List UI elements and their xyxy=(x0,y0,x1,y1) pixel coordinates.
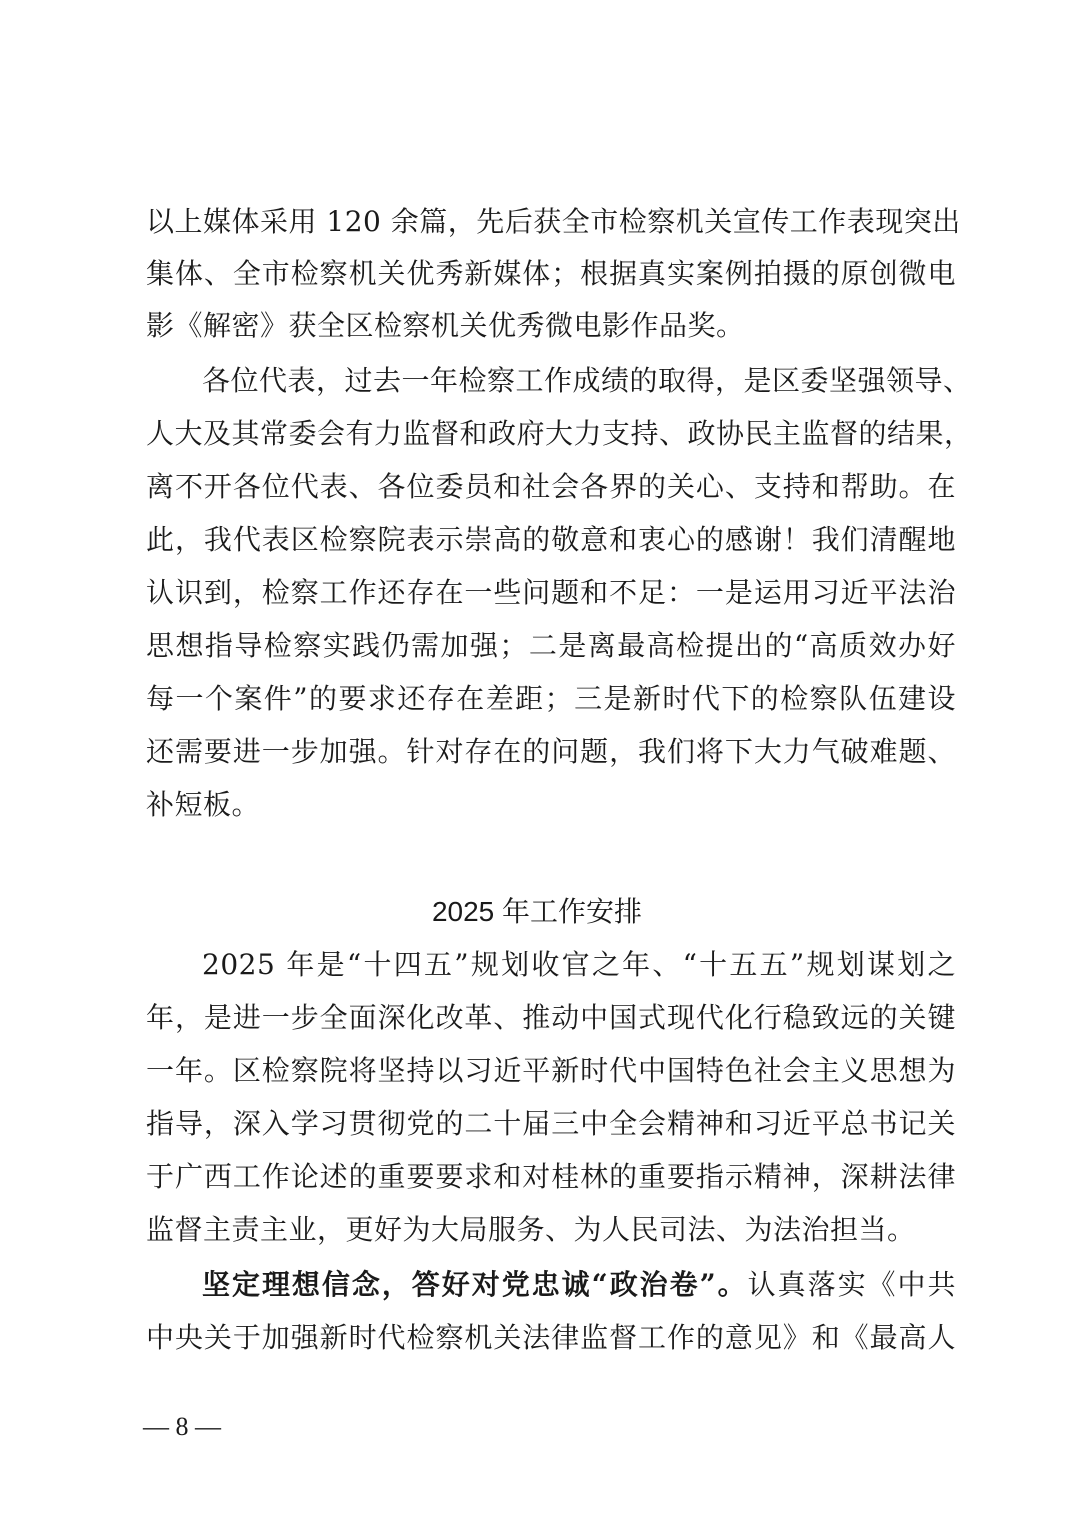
paragraph-4-line-1 xyxy=(202,1265,956,1305)
paragraph-2-line-8: 还需要进一步加强。针对存在的问题，我们将下大力气破难题、 xyxy=(146,735,956,768)
paragraph-3-line-2: 年，是进一步全面深化改革、推动中国式现代化行稳致远的关键 xyxy=(146,1001,956,1034)
paragraph-1-line-2: 集体、全市检察机关优秀新媒体；根据真实案例拍摄的原创微电 xyxy=(146,257,956,290)
paragraph-2-line-9: 补短板。 xyxy=(146,788,261,821)
paragraph-2-line-3: 离不开各位代表、各位委员和社会各界的关心、支持和帮助。在 xyxy=(146,470,956,503)
paragraph-3-line-6: 监督主责主业，更好为大局服务、为人民司法、为法治担当。 xyxy=(146,1213,916,1246)
paragraph-2-line-4: 此，我代表区检察院表示崇高的敬意和衷心的感谢！我们清醒地 xyxy=(146,523,956,556)
paragraph-2-line-6: 思想指导检察实践仍需加强；二是离最高检提出的“高质效办好 xyxy=(146,629,956,662)
paragraph-2-line-1: 各位代表，过去一年检察工作成绩的取得，是区委坚强领导、 xyxy=(202,364,972,397)
paragraph-4-first-line-rest: 认真落实《中共 xyxy=(747,1268,956,1301)
paragraph-3-line-4: 指导，深入学习贯彻党的二十届三中全会精神和习近平总书记关 xyxy=(146,1107,956,1140)
paragraph-2-line-7: 每一个案件”的要求还存在差距；三是新时代下的检察队伍建设 xyxy=(146,682,956,715)
paragraph-1-line-3: 影《解密》获全区检察机关优秀微电影作品奖。 xyxy=(146,309,745,342)
paragraph-3-line-3: 一年。区检察院将坚持以习近平新时代中国特色社会主义思想为 xyxy=(146,1054,956,1087)
paragraph-4-line-2: 中央关于加强新时代检察机关法律监督工作的意见》和《最高人 xyxy=(146,1321,956,1354)
paragraph-3-line-5: 于广西工作论述的重要要求和对桂林的重要指示精神，深耕法律 xyxy=(146,1160,956,1193)
paragraph-4-bold-lead: 坚定理想信念，答好对党忠诚“政治卷”。 xyxy=(202,1268,748,1301)
paragraph-3-line-1: 2025 年是“十四五”规划收官之年、“十五五”规划谋划之 xyxy=(202,948,956,981)
page-number: — 8 — xyxy=(143,1412,221,1441)
section-heading: 2025 年工作安排 xyxy=(431,896,643,927)
paragraph-1-line-1: 以上媒体采用 120 余篇，先后获全市检察机关宣传工作表现突出 xyxy=(146,205,961,238)
paragraph-2-line-5: 认识到，检察工作还存在一些问题和不足：一是运用习近平法治 xyxy=(146,576,956,609)
paragraph-2-line-2: 人大及其常委会有力监督和政府大力支持、政协民主监督的结果， xyxy=(146,417,973,450)
